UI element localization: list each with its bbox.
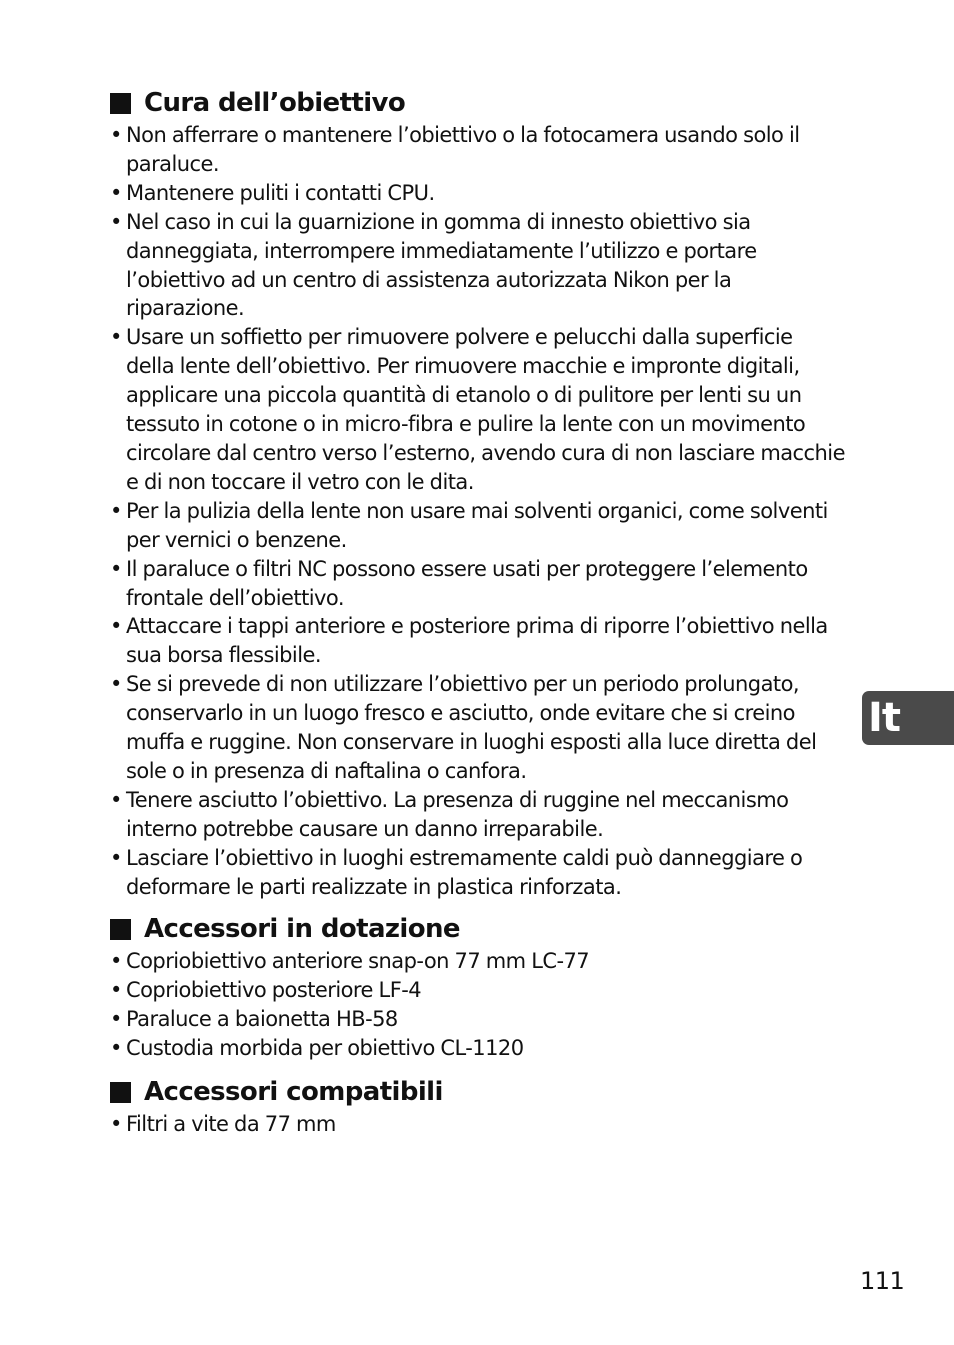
list-item [110, 1110, 845, 1139]
bullet-icon: • [110, 949, 122, 973]
list-item-text: Il paraluce o filtri NC possono essere usati per proteggere l’elemento frontale dell’obiettivo. [126, 556, 808, 610]
bullet-icon: • [110, 977, 122, 1002]
list-item [110, 786, 845, 844]
list-item-text: Nel caso in cui la guarnizione in gomma di innesto obiettivo sia danneggiata, interrompere immediatamente l’utilizzo e portare l’obiettivo ad un centro di assistenza autorizzata Nikon per la riparazione. [126, 209, 757, 321]
list-item [110, 976, 845, 1005]
list-item [110, 121, 845, 179]
bullet-icon: • [110, 123, 122, 147]
list-item-text: Per la pulizia della lente non usare mai solventi organici, come solventi per vernici o benzene. [126, 498, 828, 552]
list-item [110, 497, 845, 555]
list-item-text: Paraluce a baionetta HB-58 [126, 1006, 398, 1031]
list-item-text: Filtri a vite da 77 mm [126, 1112, 336, 1136]
list-item-text: Mantenere puliti i contatti CPU. [126, 180, 435, 205]
heading-square-icon [110, 919, 131, 940]
bullet-icon: • [110, 209, 122, 234]
bullet-list [110, 947, 845, 1063]
list-item [110, 670, 845, 786]
list-item [110, 555, 845, 613]
heading-text: Cura dell’obiettivo [144, 88, 406, 118]
page-number: 111 [860, 1267, 905, 1295]
list-item [110, 323, 845, 496]
bullet-icon: • [110, 498, 122, 523]
section-compatible-accessories [110, 1074, 845, 1139]
bullet-icon: • [110, 845, 122, 870]
bullet-icon: • [110, 614, 122, 639]
bullet-icon: • [110, 325, 122, 350]
list-item-text: Lasciare l’obiettivo in luoghi estremamente caldi può danneggiare o deformare le parti realizzate in plastica rinforzata. [126, 845, 803, 899]
bullet-icon: • [110, 1112, 122, 1136]
list-item-text: Custodia morbida per obiettivo CL-1120 [126, 1035, 524, 1060]
list-item-text: Tenere asciutto l’obiettivo. La presenza di ruggine nel meccanismo interno potrebbe causare un danno irreparabile. [126, 787, 789, 841]
list-item [110, 844, 845, 902]
list-item-text: Non afferrare o mantenere l’obiettivo o la fotocamera usando solo il paraluce. [126, 123, 800, 176]
bullet-list [110, 1110, 845, 1139]
list-item [110, 179, 845, 208]
list-item [110, 1034, 845, 1063]
list-item-text: Usare un soffietto per rimuovere polvere e pelucchi dalla superficie della lente dell’obiettivo. Per rimuovere macchie e impronte digitali, applicare una piccola quantità di etanolo o di pulitore per lenti su un tessuto in cotone o in micro-fibra e pulire la lente con un movimento circolare dal centro verso l’esterno, avendo cura di non lasciare macchie e di non toccare il vetro con le dita. [126, 325, 845, 494]
bullet-icon: • [110, 556, 122, 581]
list-item-text: Copriobiettivo posteriore LF-4 [126, 977, 422, 1002]
section-heading [110, 911, 845, 947]
list-item [110, 208, 845, 324]
bullet-icon: • [110, 1006, 122, 1031]
list-item [110, 947, 845, 976]
heading-text: Accessori compatibili [144, 1077, 443, 1107]
list-item-text: Attaccare i tappi anteriore e posteriore prima di riporre l’obiettivo nella sua borsa flessibile. [126, 614, 828, 668]
section-heading [110, 85, 845, 121]
bullet-list [110, 121, 845, 901]
language-tab-label: It [868, 695, 901, 741]
list-item-text: Copriobiettivo anteriore snap-on 77 mm LC-77 [126, 949, 590, 973]
language-tab [862, 691, 954, 745]
bullet-icon: • [110, 787, 122, 812]
heading-text: Accessori in dotazione [144, 914, 460, 944]
section-lens-care [110, 85, 845, 901]
heading-square-icon [110, 1082, 131, 1103]
section-heading [110, 1074, 845, 1110]
list-item [110, 612, 845, 670]
list-item [110, 1005, 845, 1034]
section-supplied-accessories [110, 911, 845, 1063]
heading-square-icon [110, 93, 131, 114]
list-item-text: Se si prevede di non utilizzare l’obiettivo per un periodo prolungato, conservarlo in un luogo fresco e asciutto, onde evitare che si creino muffa e ruggine. Non conservare in luoghi esposti alla luce diretta del sole o in presenza di naftalina o canfora. [126, 672, 817, 783]
bullet-icon: • [110, 672, 122, 697]
bullet-icon: • [110, 1035, 122, 1060]
bullet-icon: • [110, 180, 122, 205]
